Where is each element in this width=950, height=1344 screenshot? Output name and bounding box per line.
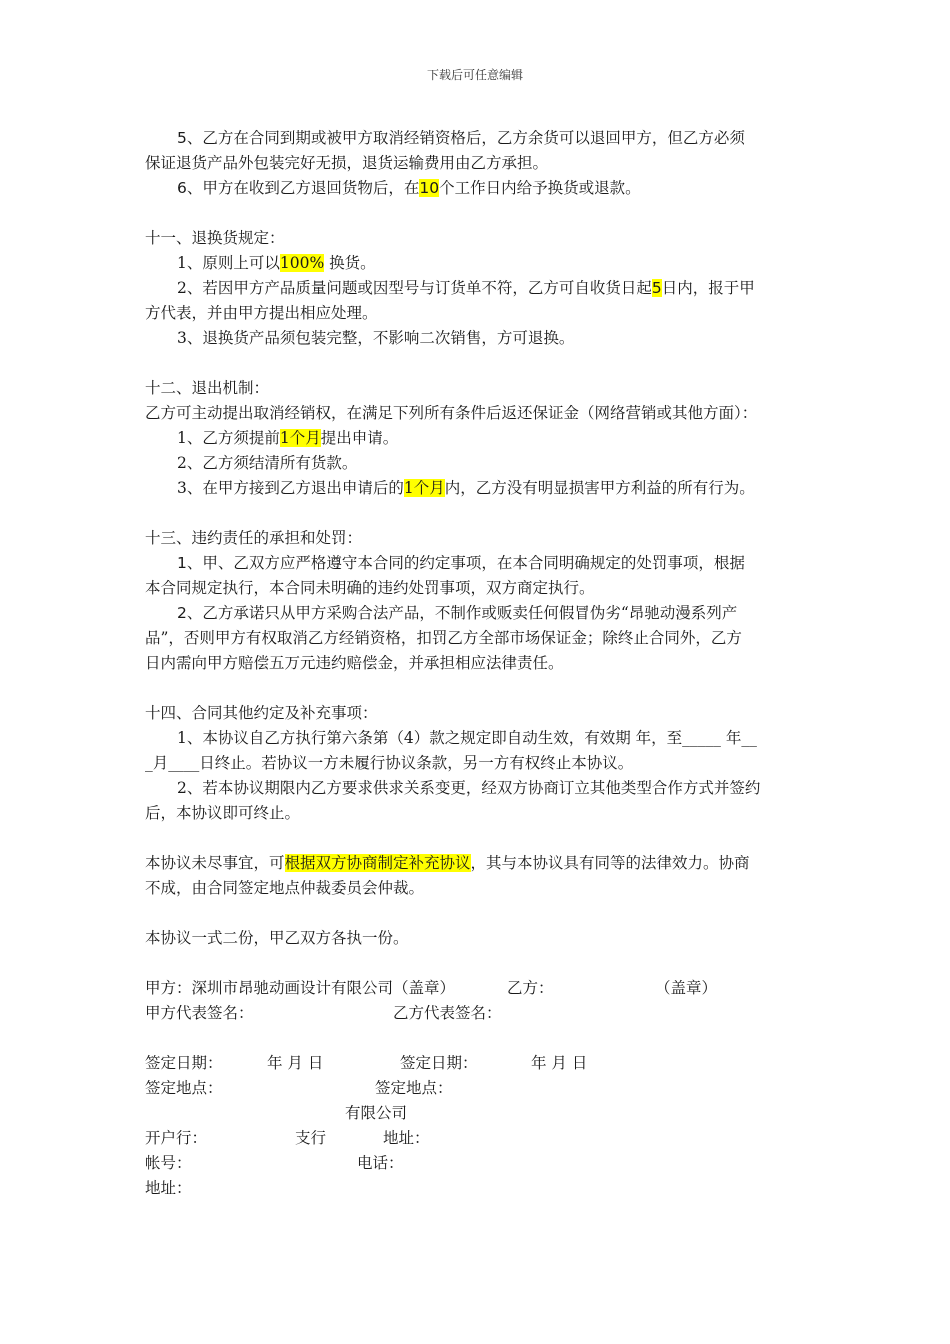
sec10-item6 (145, 176, 809, 201)
item-text: 、甲、乙双方应严格遵守本合同的约定事项，在本合同明确规定的处罚事项，根据 (186, 554, 745, 572)
rep-b-label: 乙方代表签名： (393, 1004, 502, 1022)
item-text: 1、原则上可以 (177, 254, 280, 272)
item-text: 、乙方在合同到期或被甲方取消经销资格后，乙方余货可以退回甲方，但乙方必须 (186, 129, 745, 147)
sig-row-address (145, 1176, 809, 1201)
phone-label: 电话： (357, 1154, 404, 1172)
sig-row-places (145, 1076, 809, 1101)
item-number: 2 (177, 604, 187, 622)
sec13-item2-line1 (145, 601, 809, 626)
sec11-title: 十一、退换货规定： (145, 229, 285, 247)
date-a-label: 签定日期： (145, 1054, 223, 1072)
para-text: 本协议未尽事宜，可 (145, 854, 285, 872)
item-text: 提出申请。 (320, 429, 399, 447)
closing-para1-line2: 不成，由合同签定地点仲裁委员会仲裁。 (145, 879, 425, 897)
item-text: 个工作日内给予换货或退款。 (439, 179, 641, 197)
page-header-note: 下载后可任意编辑 (426, 68, 523, 82)
bank-label: 开户行： (145, 1129, 208, 1147)
item-text: 1、乙方须提前 (177, 429, 280, 447)
highlight-period: 1个月 (403, 479, 445, 497)
sec10-item5-line2: 保证退货产品外包装完好无损，退货运输费用由乙方承担。 (145, 154, 549, 172)
sig-row-account (145, 1151, 809, 1176)
item-number: 6 (177, 179, 187, 197)
sig-row-dates (145, 1051, 809, 1076)
sec13-item2-line2: 品”，否则甲方有权取消乙方经销资格，扣罚乙方全部市场保证金；除终止合同外，乙方 (145, 629, 742, 647)
highlight-days: 5 (651, 279, 662, 297)
para-text: ，其与本协议具有同等的法律效力。协商 (470, 854, 750, 872)
contract-body (145, 126, 809, 1201)
item-number: 5 (177, 129, 187, 147)
sec12-item2: 2、乙方须结清所有货款。 (177, 454, 358, 472)
highlight-days: 10 (419, 179, 440, 197)
sec14-title: 十四、合同其他约定及补充事项： (145, 704, 378, 722)
party-b-seal: （盖章） (655, 979, 718, 997)
highlight-supplement: 根据双方协商制定补充协议 (284, 854, 471, 872)
date-a-fields: 年 月 日 (267, 1054, 324, 1072)
sec14-item2-line2: 后，本协议即可终止。 (145, 804, 301, 822)
party-a-label: 甲方：深圳市昂驰动画设计有限公司（盖章） (145, 979, 456, 997)
place-b-label: 签定地点： (375, 1079, 453, 1097)
party-b-label: 乙方： (507, 979, 554, 997)
sec14-item2-line1: 2、若本协议期限内乙方要求供求关系变更，经双方协商订立其他类型合作方式并签约 (177, 779, 761, 797)
item-text: 3、在甲方接到乙方退出申请后的 (177, 479, 404, 497)
sec14-item1-line2: _月____日终止。若协议一方未履行协议条款，另一方有权终止本协议。 (145, 754, 634, 772)
sec12-item3 (145, 476, 809, 501)
sig-row-bank (145, 1126, 809, 1151)
place-a-label: 签定地点： (145, 1079, 223, 1097)
date-b-label: 签定日期： (400, 1054, 478, 1072)
sec11-item1 (145, 251, 809, 276)
bank-branch-label: 支行 (295, 1129, 327, 1147)
rep-a-label: 甲方代表签名： (145, 1004, 254, 1022)
company-suffix: 有限公司 (345, 1104, 408, 1122)
address-a-label: 地址： (145, 1179, 192, 1197)
sig-row-parties (145, 976, 809, 1001)
sec12-title: 十二、退出机制： (145, 379, 270, 397)
sec12-intro: 乙方可主动提出取消经销权，在满足下列所有条件后返还保证金（网络营销或其他方面）： (145, 404, 758, 422)
sig-row-representatives (145, 1001, 809, 1026)
item-text: 2、若因甲方产品质量问题或因型号与订货单不符，乙方可自收货日起 (177, 279, 652, 297)
sec10-item5-line1 (145, 126, 809, 151)
item-text: 内，乙方没有明显损害甲方利益的所有行为。 (444, 479, 755, 497)
highlight-period: 1个月 (279, 429, 321, 447)
account-label: 帐号： (145, 1154, 192, 1172)
closing-para1-line1 (145, 851, 809, 876)
sec13-item1-line2: 本合同规定执行，本合同未明确的违约处罚事项，双方商定执行。 (145, 579, 595, 597)
closing-para2: 本协议一式二份，甲乙双方各执一份。 (145, 929, 409, 947)
sec11-item2-line1 (145, 276, 809, 301)
date-b-fields: 年 月 日 (531, 1054, 588, 1072)
item-text: 日内，报于甲 (661, 279, 755, 297)
item-text: 、甲方在收到乙方退回货物后，在 (186, 179, 420, 197)
item-number: 1 (177, 554, 187, 572)
address-b-label: 地址： (383, 1129, 430, 1147)
highlight-percent: 100% (279, 254, 325, 272)
item-text: 、乙方承诺只从甲方采购合法产品，不制作或贩卖任何假冒伪劣“昂驰动漫系列产 (186, 604, 738, 622)
sec14-item1-line1: 1、本协议自乙方执行第六条第（4）款之规定即自动生效，有效期 年，至_____ 年__ (177, 729, 757, 747)
sec13-item1-line1 (145, 551, 809, 576)
sec13-item2-line3: 日内需向甲方赔偿五万元违约赔偿金，并承担相应法律责任。 (145, 654, 564, 672)
sec11-item3: 3、退换货产品须包装完整，不影响二次销售，方可退换。 (177, 329, 575, 347)
sig-row-company (145, 1101, 809, 1126)
sec12-item1 (145, 426, 809, 451)
sec11-item2-line2: 方代表，并由甲方提出相应处理。 (145, 304, 378, 322)
sec13-title: 十三、违约责任的承担和处罚： (145, 529, 363, 547)
item-text: 换货。 (329, 254, 376, 272)
